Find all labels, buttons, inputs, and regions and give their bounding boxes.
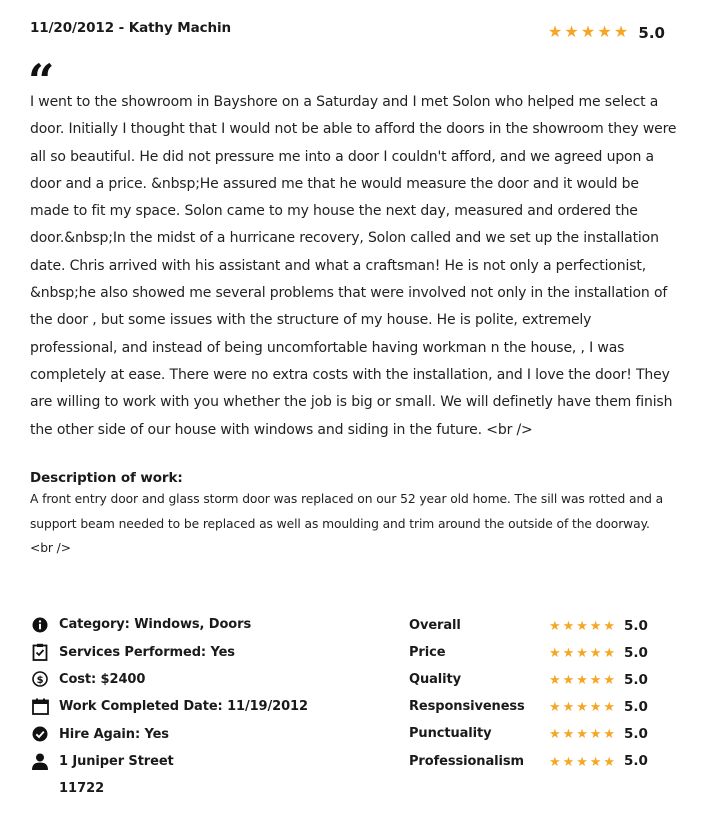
rating-row-price (409, 639, 669, 666)
rating-score: 5.0 (623, 617, 648, 634)
detail-hire-again (30, 721, 400, 748)
rating-row-punctuality (409, 720, 669, 747)
star-icon: ★ (562, 645, 575, 661)
detail-text: Services Performed: Yes (59, 644, 235, 660)
review-text: I went to the showroom in Bayshore on a Saturday and I met Solon who helped me select a door. Initially I thought that I would not be able to afford the doors in the showroom they were all so beautiful. He did not pressure me into a door I couldn't afford, and we agreed upon a door and a price. &nbsp;He assured me that he would measure the door and it would be made to fit my space. Solon came to my house the next day, measured and ordered the door.&nbsp;In the midst of a hurricane recovery, Solon called and we set up the installation date. Chris arrived with his assistant and what a craftsman! He is not only a perfectionist, &nbsp;he also showed me several problems that were involved not only in the installation of the door , but some issues with the structure of my house. He is polite, extremely professional, and instead of being uncomfortable having workman n the house, , I was completely at ease. There were no extra costs with the installation, and I love the door! They are willing to work with you whether the job is big or small. We will definetly have them finish the other side of our house with windows and siding in the future. <br /> (30, 94, 677, 438)
job-details (30, 611, 400, 803)
star-icon: ★ (589, 699, 602, 715)
description-title: Description of work: (30, 470, 183, 486)
rating-score: 5.0 (623, 698, 648, 715)
person-icon (30, 752, 50, 772)
star-icon: ★ (589, 645, 602, 661)
detail-completed-date (30, 693, 400, 720)
star-icon: ★ (589, 618, 602, 634)
star-rating (549, 727, 617, 740)
star-icon: ★ (603, 618, 616, 634)
rating-row-overall (409, 612, 669, 639)
rating-score: 5.0 (623, 753, 648, 770)
star-icon: ★ (562, 699, 575, 715)
star-icon: ★ (589, 753, 602, 769)
star-icon: ★ (589, 672, 602, 688)
star-icon: ★ (603, 672, 616, 688)
star-icon: ★ (576, 699, 588, 715)
rating-label: Overall (409, 618, 461, 634)
star-rating (549, 673, 617, 686)
description-trailer: <br /> (30, 541, 71, 555)
rating-label: Professionalism (409, 753, 524, 769)
description-body: A front entry door and glass storm door was replaced on our 52 year old home. The sill was rotted and a support beam needed to be replaced as well as moulding and trim around the outside of the doorway. (30, 492, 664, 531)
rating-score: 5.0 (623, 725, 648, 742)
clipboard-check-icon (30, 642, 50, 662)
star-rating (549, 619, 617, 632)
star-icon: ★ (576, 618, 588, 634)
overall-rating (548, 24, 665, 42)
rating-score: 5.0 (638, 24, 665, 42)
dollar-icon (30, 669, 50, 689)
star-icon: ★ (576, 672, 588, 688)
star-icon: ★ (549, 726, 561, 742)
detail-services (30, 638, 400, 665)
detail-cost (30, 666, 400, 693)
detail-text: Category: Windows, Doors (59, 617, 252, 633)
detail-category (30, 611, 400, 638)
star-rating (549, 646, 617, 659)
star-icon: ★ (549, 753, 561, 769)
star-icon: ★ (549, 672, 561, 688)
star-icon: ★ (549, 645, 561, 661)
star-icon: ★ (562, 672, 575, 688)
star-icon: ★ (549, 618, 561, 634)
star-icon: ★ (547, 24, 563, 41)
detail-text: 1 Juniper Street (59, 754, 174, 770)
review-date-author: 11/20/2012 - Kathy Machin (30, 20, 232, 36)
address-zip: 11722 (59, 781, 105, 797)
star-icon: ★ (562, 753, 575, 769)
rating-label: Quality (409, 672, 461, 688)
detail-text: Cost: $2400 (59, 671, 146, 687)
star-icon: ★ (603, 753, 616, 769)
detail-address (30, 748, 400, 775)
detail-text: Work Completed Date: 11/19/2012 (59, 699, 308, 715)
star-icon: ★ (562, 726, 575, 742)
star-rating (549, 700, 617, 713)
star-icon: ★ (597, 24, 612, 41)
description-text (30, 487, 690, 561)
rating-label: Responsiveness (409, 699, 525, 715)
review-header (30, 20, 670, 50)
check-circle-icon (30, 724, 50, 744)
calendar-icon (30, 697, 50, 717)
star-icon: ★ (576, 726, 588, 742)
rating-score: 5.0 (623, 671, 648, 688)
star-rating (548, 25, 631, 41)
info-icon (30, 615, 50, 635)
rating-row-responsiveness (409, 693, 669, 720)
rating-score: 5.0 (623, 644, 648, 661)
star-icon: ★ (589, 726, 602, 742)
star-icon: ★ (613, 24, 629, 41)
quote-mark-icon: “ (28, 54, 55, 108)
rating-label: Punctuality (409, 726, 492, 742)
rating-row-professionalism (409, 747, 669, 774)
star-icon: ★ (580, 24, 596, 41)
star-icon: ★ (603, 645, 616, 661)
rating-label: Price (409, 645, 446, 661)
star-icon: ★ (576, 645, 588, 661)
star-icon: ★ (603, 699, 616, 715)
category-ratings (409, 612, 669, 775)
star-icon: ★ (549, 699, 561, 715)
rating-row-quality (409, 666, 669, 693)
svg-text:$: $ (36, 675, 44, 687)
star-icon: ★ (576, 753, 588, 769)
star-rating (549, 755, 617, 768)
star-icon: ★ (562, 618, 575, 634)
star-icon: ★ (603, 726, 616, 742)
star-icon: ★ (564, 24, 579, 41)
detail-text: Hire Again: Yes (59, 726, 169, 742)
